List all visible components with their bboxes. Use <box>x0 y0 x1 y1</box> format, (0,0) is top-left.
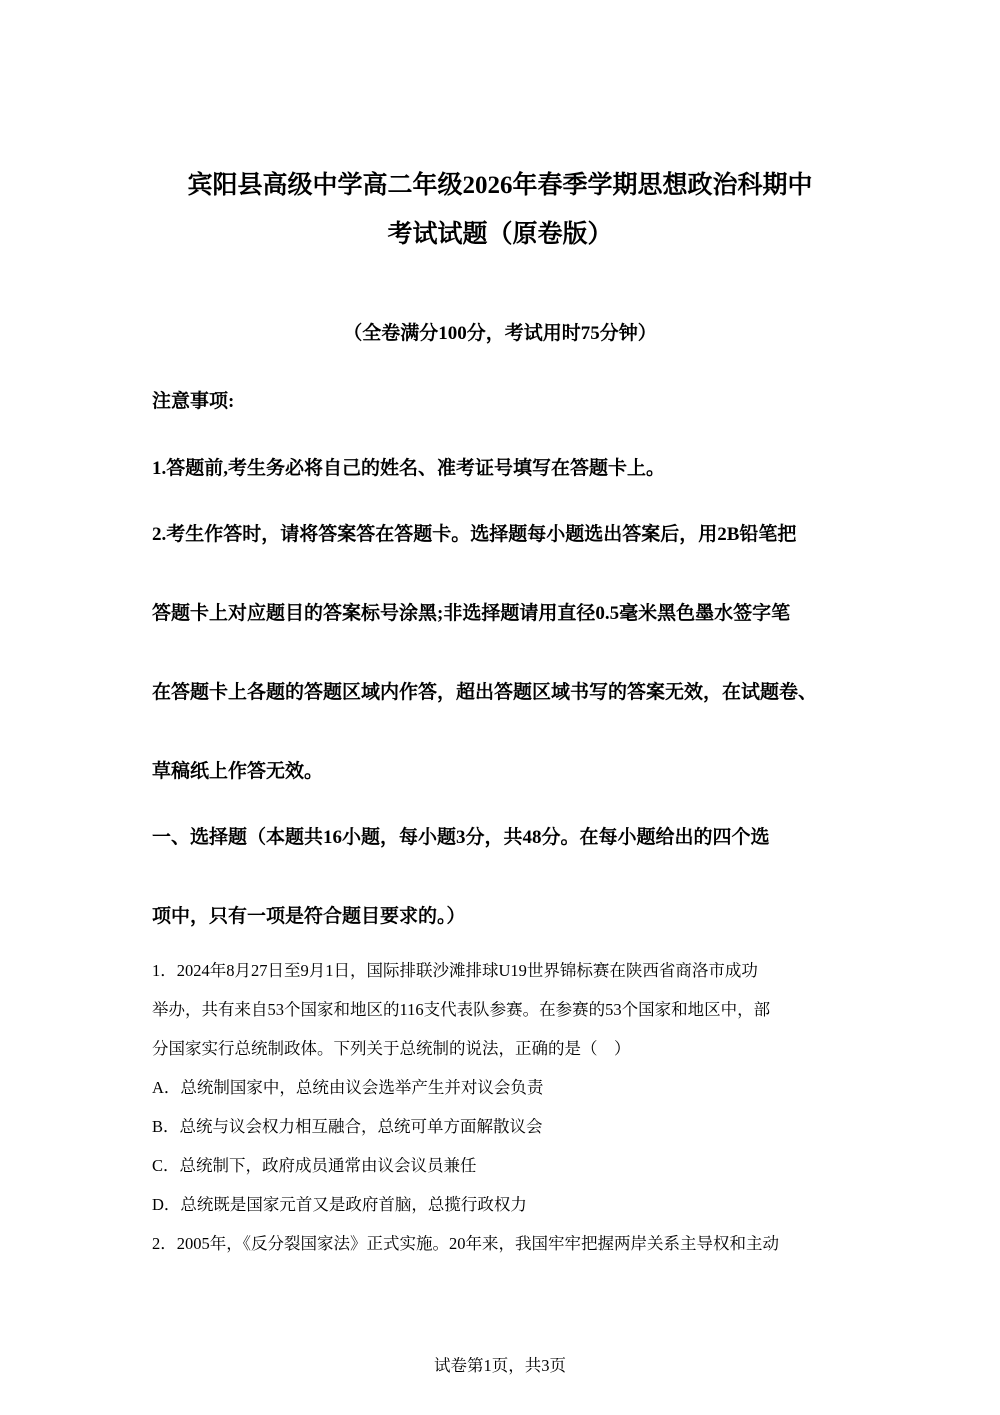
notice-item-2-line-3: 在答题卡上各题的答题区域内作答，超出答题区域书写的答案无效，在试题卷、 <box>152 682 818 703</box>
question-1-option-a: A．总统制国家中，总统由议会选举产生并对议会负责 <box>152 1078 544 1097</box>
notice-item-2-line-2: 答题卡上对应题目的答案标号涂黑;非选择题请用直径0.5毫米黑色墨水签字笔 <box>152 603 791 624</box>
section-1-heading-line-1: 一、选择题（本题共16小题，每小题3分，共48分。在每小题给出的四个选 <box>152 827 770 848</box>
notice-item-1: 1.答题前,考生务必将自己的姓名、准考证号填写在答题卡上。 <box>152 458 666 479</box>
notice-item-2-line-1: 2.考生作答时，请将答案答在答题卡。选择题每小题选出答案后，用2B铅笔把 <box>152 524 797 545</box>
section-1-heading-line-2: 项中，只有一项是符合题目要求的。） <box>152 906 466 927</box>
exam-score-time-note: （全卷满分100分，考试用时75分钟） <box>343 323 657 344</box>
document-title-line-2: 考试试题（原卷版） <box>387 221 613 248</box>
page-footer: 试卷第1页，共3页 <box>434 1356 566 1375</box>
question-1-option-d: D．总统既是国家元首又是政府首脑，总揽行政权力 <box>152 1195 527 1214</box>
question-1-stem-line-1: 1．2024年8月27日至9月1日，国际排联沙滩排球U19世界锦标赛在陕西省商洛市成功 <box>152 961 758 980</box>
notice-heading: 注意事项: <box>152 391 235 412</box>
question-1-stem-line-3: 分国家实行总统制政体。下列关于总统制的说法，正确的是（ ） <box>152 1039 631 1058</box>
question-2-stem-line-1: 2．2005年，《反分裂国家法》正式实施。20年来，我国牢牢把握两岸关系主导权和主动 <box>152 1234 779 1253</box>
notice-item-2-line-4: 草稿纸上作答无效。 <box>152 761 324 782</box>
question-1-stem-line-2: 举办，共有来自53个国家和地区的116支代表队参赛。在参赛的53个国家和地区中，部 <box>152 1000 771 1019</box>
question-1-option-c: C．总统制下，政府成员通常由议会议员兼任 <box>152 1156 477 1175</box>
question-1-option-b: B．总统与议会权力相互融合，总统可单方面解散议会 <box>152 1117 543 1136</box>
document-title-line-1: 宾阳县高级中学高二年级2026年春季学期思想政治科期中 <box>187 172 813 199</box>
